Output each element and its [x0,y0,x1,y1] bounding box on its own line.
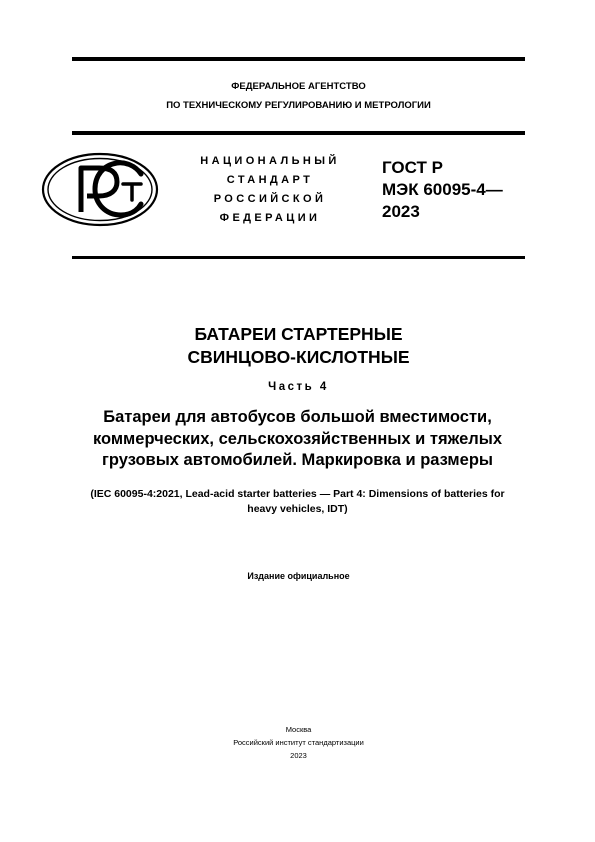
document-title-line2: СВИНЦОВО-КИСЛОТНЫЕ [187,347,410,367]
edition-note: Издание официальное [247,571,350,581]
agency-name-line1: ФЕДЕРАЛЬНОЕ АГЕНТСТВО [231,81,366,92]
top-rule [72,57,525,61]
part-number: Часть 4 [268,381,329,393]
iec-line: heavy vehicles, IDT) [247,502,348,515]
subtitle-line: грузовых автомобилей. Маркировка и размеры [102,451,493,469]
document-subtitle [40,407,555,472]
designation-line: 2023 [382,202,420,221]
footer-year: 2023 [290,751,307,760]
iec-line: (IEC 60095-4:2021, Lead-acid starter batteries — Part 4: Dimensions of batteries for [90,488,505,500]
agency-name-line2: ПО ТЕХНИЧЕСКОМУ РЕГУЛИРОВАНИЮ И МЕТРОЛОГИИ [166,100,431,111]
designation-line: ГОСТ Р [382,158,443,177]
national-line: ФЕДЕРАЦИИ [219,212,321,224]
subtitle-line: коммерческих, сельскохозяйственных и тяжелых [92,429,503,448]
rst-logo-icon [41,152,159,227]
subtitle-line: Батареи для автобусов большой вместимости, [103,408,492,426]
standard-designation [382,157,503,223]
footer-city: Москва [285,725,312,734]
national-line: СТАНДАРТ [226,174,314,186]
national-line: РОССИЙСКОЙ [213,193,327,205]
footer-publisher: Российский институт стандартизации [233,738,364,747]
header-rule [72,131,525,135]
national-standard-label [185,152,355,228]
publication-footer [72,723,525,762]
document-title-line1: БАТАРЕИ СТАРТЕРНЫЕ [194,324,403,344]
iec-reference [40,487,555,516]
national-line: НАЦИОНАЛЬНЫЙ [200,155,340,167]
title-block-rule [72,256,525,259]
designation-line: МЭК 60095-4— [382,180,503,199]
